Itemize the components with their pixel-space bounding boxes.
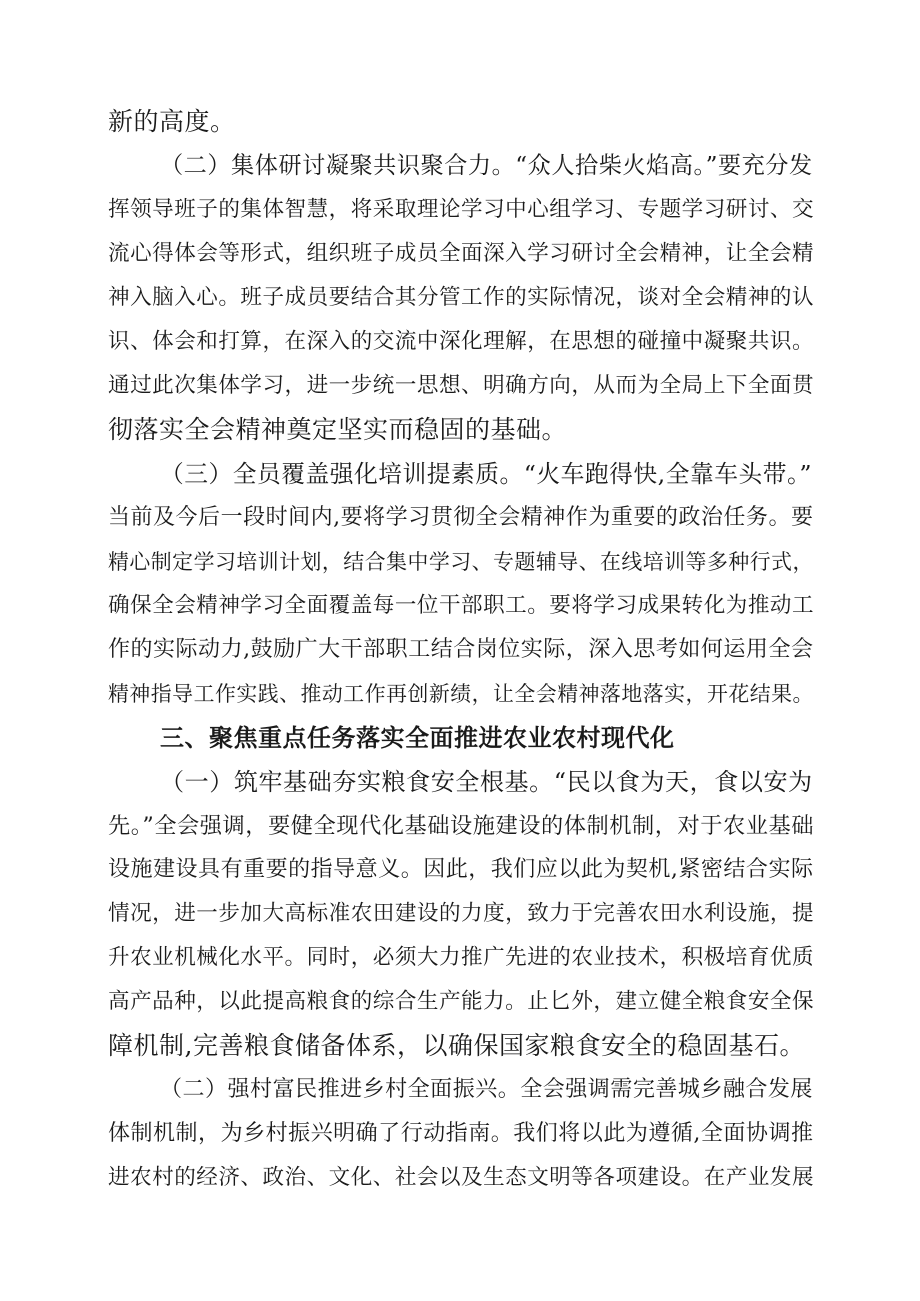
text-line: （三）全员覆盖强化培训提素质。“火车跑得快,全靠车头带。” bbox=[160, 460, 812, 488]
text-line: 作的实际动力,鼓励广大干部职工结合岗位实际，深入思考如何运用全会 bbox=[108, 637, 814, 662]
text-line: （二）强村富民推进乡村全面振兴。全会强调需完善城乡融合发展 bbox=[160, 1077, 813, 1102]
text-line: 识、体会和打算，在深入的交流中深化理解，在思想的碰撞中凝聚共识。 bbox=[108, 329, 815, 354]
text-line: 高产品种，以此提高粮食的综合生产能力。止匕外，建立健全粮食安全保 bbox=[108, 989, 815, 1014]
text-line: 设施建设具有重要的指导意义。因此，我们应以此为契机,紧密结合实际 bbox=[108, 857, 814, 882]
text-line: 当前及今后一段时间内,要将学习贯彻全会精神作为重要的政治任务。要 bbox=[108, 505, 814, 530]
text-line: 情况，进一步加大高标准农田建设的力度，致力于完善农田水利设施，提 bbox=[108, 901, 815, 926]
text-line: 新的高度。 bbox=[108, 107, 236, 136]
text-line: （一）筑牢基础夯实粮食安全根基。“民以食为天，食以安为 bbox=[160, 768, 813, 796]
text-line: 升农业机械化水平。同时，必须大力推广先进的农业技术，积极培育优质 bbox=[108, 945, 815, 970]
text-line: 精神指导工作实践、推动工作再创新绩，让全会精神落地落实，开花结果。 bbox=[108, 682, 814, 706]
text-line: 确保全会精神学习全面覆盖每一位干部职工。要将学习成果转化为推动工 bbox=[108, 593, 815, 618]
text-line: 体制机制，为乡村振兴明确了行动指南。我们将以此为遵循,全面协调推 bbox=[108, 1121, 814, 1146]
section-heading: 三、聚焦重点任务落实全面推进农业农村现代化 bbox=[160, 724, 675, 752]
text-line: （二）集体研讨凝聚共识聚合力。“众人拾柴火焰高。”要充分发 bbox=[160, 152, 813, 179]
text-line: 挥领导班子的集体智慧，将采取理论学习中心组学习、专题学习研讨、交 bbox=[108, 197, 815, 222]
text-line: 流心得体会等形式，组织班子成员全面深入学习研讨全会精神，让全会精 bbox=[108, 241, 815, 266]
text-line: 精心制定学习培训计划，结合集中学习、专题辅导、在线培训等多种行式， bbox=[108, 550, 814, 574]
text-line: 先。”全会强调，要健全现代化基础设施建设的体制机制，对于农业基础 bbox=[108, 813, 814, 839]
text-line: 神入脑入心。班子成员要结合其分管工作的实际情况，谈对全会精神的认 bbox=[108, 285, 815, 310]
text-line: 彻落实全会精神奠定坚实而稳固的基础。 bbox=[108, 415, 568, 444]
text-line: 障机制,完善粮食储备体系，以确保国家粮食安全的稳固基石。 bbox=[108, 1031, 805, 1060]
text-line: 进农村的经济、政治、文化、社会以及生态文明等各项建设。在产业发展 bbox=[108, 1165, 815, 1190]
text-line: 通过此次集体学习，进一步统一思想、明确方向，从而为全局上下全面贯 bbox=[108, 373, 815, 398]
